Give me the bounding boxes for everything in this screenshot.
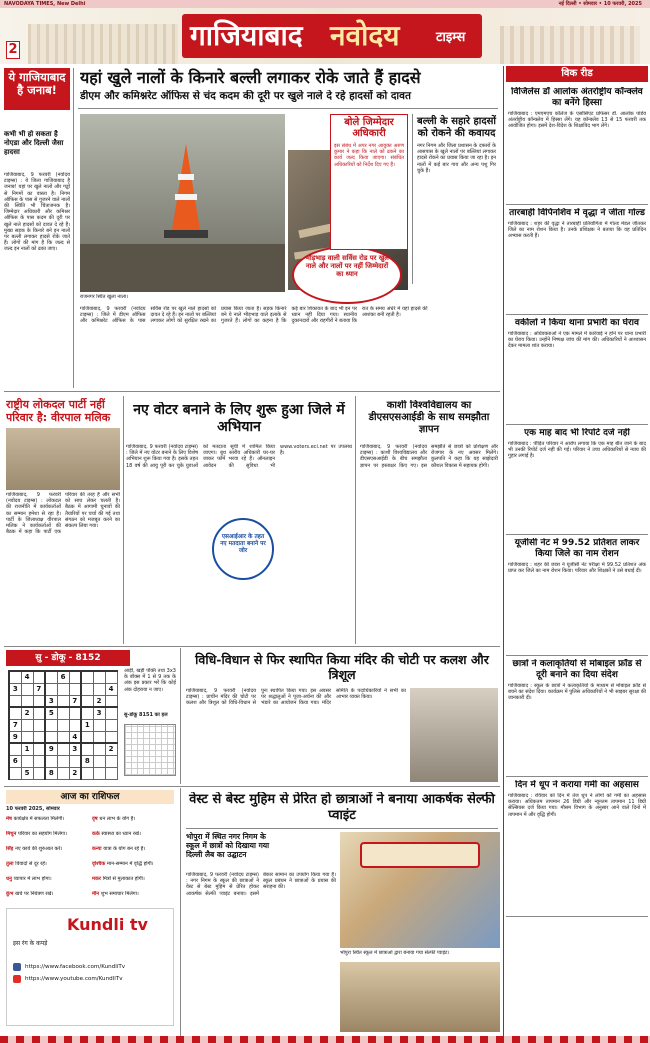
horoscope-sign xyxy=(92,861,174,875)
sudoku-cell xyxy=(93,719,105,731)
right-story xyxy=(506,315,648,425)
kashi-body: गाजियाबाद, 9 फरवरी (नवोदय टाइम्स) : काशी विश्वविद्यालय और डीएसएसआईडी के बीच समझौता ज्ञापन पर हस्ताक्षर किए गए। इस समझौते से छात्रों को प्रशिक्षण और रोजगार के नए अवसर मिलेंगे। कुलपति ने कहा कि यह साझेदारी कौशल विकास में सहायक होगी। xyxy=(360,444,498,469)
sudoku-cell xyxy=(81,743,93,755)
right-stories xyxy=(506,84,648,1038)
voter-body: गाजियाबाद, 9 फरवरी (नवोदय टाइम्स) : जिले में नए वोटर बनाने के लिए विशेष अभियान शुरू किया गया है। इसके तहत 18 वर्ष की आयु पूरी कर चुके युवाओं को मतदाता सूची में शामिल किया जाएगा। बूथ स्तरीय अधिकारी घर-घर जाकर फॉर्म भरवा रहे हैं। ऑनलाइन आवेदन की सुविधा भी www.voters.eci.net पर उपलब्ध है। xyxy=(126,444,352,469)
sudoku-cell: 7 xyxy=(69,695,81,707)
horoscope-sign xyxy=(92,891,174,905)
sudoku-cell xyxy=(33,755,45,767)
horoscope-sign-text: खर्च पर नियंत्रण रखें। xyxy=(15,891,54,897)
sudoku-cell xyxy=(57,683,69,695)
lead-callout-text: भीड़भाड़ वाली सर्विस रोड पर खुले नाले और नालों पर नहीं जिम्मेदारों का ध्यान xyxy=(305,254,389,278)
kundli-ad-text: इस रंग के कपड़े xyxy=(13,940,48,947)
sudoku-cell xyxy=(9,767,21,779)
horoscope-sign-text: मान-सम्मान में वृद्धि होगी। xyxy=(106,861,154,867)
sudoku-cell xyxy=(57,743,69,755)
tag-box xyxy=(4,68,70,110)
rld-headline: राष्ट्रीय लोकदल पार्टी नहीं परिवार है: वीरपाल मलिक xyxy=(6,398,111,424)
selfie-photo-caption: भोपुरा स्थित स्कूल में छात्राओं द्वारा बनाया गया सेल्फी प्वाइंट। xyxy=(340,950,450,956)
right-story xyxy=(506,425,648,535)
sudoku-cell xyxy=(33,671,45,683)
sudoku-cell xyxy=(69,707,81,719)
horoscope-sign-name: मेष xyxy=(6,816,14,822)
sudoku-cell xyxy=(69,683,81,695)
sudoku-cell: 6 xyxy=(57,671,69,683)
sudoku-cell: 1 xyxy=(81,719,93,731)
sudoku-cell xyxy=(81,767,93,779)
horoscope-sign xyxy=(92,816,174,830)
sudoku-cell: 2 xyxy=(69,767,81,779)
sudoku-cell: 3 xyxy=(45,695,57,707)
traffic-cone-icon xyxy=(172,144,200,230)
horoscope-sign-text: यात्रा के योग बन रहे हैं। xyxy=(103,846,146,852)
sudoku-cell xyxy=(21,683,33,695)
sudoku-cell xyxy=(69,671,81,683)
sudoku-cell: 8 xyxy=(45,767,57,779)
horoscope-signs xyxy=(6,816,174,906)
sudoku-cell xyxy=(81,683,93,695)
sudoku-rules: आड़ी, खड़ी पंक्ति तथा 3x3 के बॉक्स में 1 से 9 तक के अंक इस प्रकार भरें कि कोई अंक दोहराया न जाए। xyxy=(124,668,176,693)
lead-body: गाजियाबाद, 9 फरवरी (नवोदय टाइम्स) : जिले में डीएम ऑफिस और कमिश्नरेट ऑफिस के पास सर्विस रोड पर खुले नाले हादसों को दावत दे रहे हैं। इन नालों पर बल्लियां लगाकर लोगों को सुरक्षित रखने का प्रयास किया जाता है। सड़क किनारे बने ये नाले भीड़भाड़ वाले इलाके से गुजरते हैं। लोगों का कहना है कि कई बार शिकायत के बाद भी इन पर ध्यान नहीं दिया गया। स्थानीय दुकानदारों और राहगीरों ने बताया कि रात के समय अंधेरे में यहां हादसे की आशंका बनी रहती है। xyxy=(80,306,428,325)
right-story xyxy=(506,84,648,205)
horoscope-sign-name: धनु xyxy=(6,876,14,882)
horoscope-sign-name: कर्क xyxy=(92,831,102,837)
horoscope-sign-text: व्यापार में लाभ होगा। xyxy=(13,876,52,882)
sudoku-cell xyxy=(33,731,45,743)
sudoku-cell: 4 xyxy=(105,683,117,695)
sudoku-cell: 3 xyxy=(93,707,105,719)
right-story xyxy=(506,777,648,917)
sudoku-cell xyxy=(105,755,117,767)
sudoku-cell xyxy=(45,683,57,695)
strip-left-text: NAVODAYA TIMES, New Delhi xyxy=(4,1,86,7)
right-story-body: गाजियाबाद : स्कूल के छात्रों ने कलाकृतियों के माध्यम से मोबाइल फ्रॉड से बचने का संदेश दिया। कार्यक्रम में पुलिस अधिकारियों ने भी साइबर सुरक्षा की जानकारी दी। xyxy=(508,683,646,702)
sudoku-cell xyxy=(81,695,93,707)
youtube-icon xyxy=(13,975,21,983)
right-story-body: गाजियाबाद : शहर की वृद्धा ने तारबाही प्रतियोगिता में गोल्ड मेडल जीतकर जिले का नाम रोशन किया है। उनके प्रशिक्षक ने बताया कि वह प्रतिदिन अभ्यास करती हैं। xyxy=(508,221,646,240)
selfie-photo-2 xyxy=(340,962,500,1032)
horoscope-title: आज का राशिफल xyxy=(60,792,120,802)
kundli-brand: Kundli tv xyxy=(67,915,148,934)
right-story-body: गाजियाबाद : रविवार को दिन में तेज धूप ने लोगों को गर्मी का अहसास कराया। अधिकतम तापमान 26 डिग्री और न्यूनतम तापमान 11 डिग्री सेल्सियस दर्ज किया गया। मौसम विभाग के अनुसार आने वाले दिनों में तापमान में और वृद्धि होगी। xyxy=(508,793,646,818)
horoscope-sign xyxy=(92,831,174,845)
horoscope-sign xyxy=(6,816,88,830)
sudoku-cell: 4 xyxy=(69,731,81,743)
side-box xyxy=(412,114,500,284)
right-story-body: गाजियाबाद : शहर की छात्रा ने यूजीसी नेट परीक्षा में 99.52 प्रतिशत अंक प्राप्त कर जिले का नाम रोशन किया। परिवार और शिक्षकों ने उसे बधाई दी। xyxy=(508,562,646,575)
quote-body: इस संबंध में अपर नगर आयुक्त अरुण कुमार ने कहा कि नाले को ढकने का कार्य जल्द किया जाएगा। संबंधित अधिकारियों को निर्देश दिए गए हैं। xyxy=(334,143,404,168)
horoscope-sign-name: मिथुन xyxy=(6,831,18,837)
sudoku-cell xyxy=(105,695,117,707)
facebook-icon xyxy=(13,963,21,971)
sudoku-cell xyxy=(57,731,69,743)
sudoku-cell: 2 xyxy=(93,695,105,707)
selfie-headline: वेस्ट से बेस्ट मुहिम से प्रेरित हो छात्राओं ने बनाया आकर्षक सेल्फी प्वाइंट xyxy=(189,792,495,823)
sudoku-cell xyxy=(45,755,57,767)
masthead-title-sub: नवोदय xyxy=(330,19,400,52)
horoscope-sign-text: शुभ समाचार मिलेगा। xyxy=(100,891,139,897)
horoscope-sign-name: कन्या xyxy=(92,846,104,852)
sudoku-cell: 1 xyxy=(21,743,33,755)
right-section-title: विक रीड xyxy=(561,68,593,79)
sudoku-cell xyxy=(9,707,21,719)
rld-body: गाजियाबाद, 9 फरवरी (नवोदय टाइम्स) : लोकदल की राजनीति में कार्यकर्ताओं का सम्मान हमेशा से रहा है। पार्टी के जिलाध्यक्ष वीरपाल मलिक ने कार्यकर्ताओं की बैठक में कहा कि पार्टी एक परिवार की तरह है और सभी को साथ लेकर चलती है। बैठक में आगामी चुनावों की तैयारियों पर चर्चा की गई तथा संगठन को मजबूत करने का संकल्प लिया गया। xyxy=(6,492,120,536)
right-story-headline: विजिलेंस डॉ आलोक अंतर्राष्ट्रीय कॉन्क्लेव का बनेंगे हिस्सा xyxy=(511,87,643,108)
masthead-building xyxy=(28,24,178,64)
vidhi-body: गाजियाबाद, 9 फरवरी (नवोदय टाइम्स) : प्राचीन मंदिर की चोटी पर कलश और त्रिशूल को विधि-विधान से पुनः स्थापित किया गया। इस अवसर पर श्रद्धालुओं ने पूजा-अर्चना की और भंडारे का आयोजन किया गया। मंदिर समिति के पदाधिकारियों ने सभी का आभार व्यक्त किया। xyxy=(186,688,406,707)
sudoku-cell xyxy=(69,755,81,767)
side-box-body: नगर निगम और जिला प्रशासन के दफ्तरों के आसपास के खुले नालों पर बल्लियां लगाकर हादसे रोकने का प्रयास किया जा रहा है। इन नालों में कई बार गाय और अन्य पशु गिर चुके हैं। xyxy=(417,143,496,174)
sudoku-cell xyxy=(57,755,69,767)
sudoku-cell xyxy=(9,671,21,683)
right-story-headline: दिन में धूप ने कराया गर्मी का अहसास xyxy=(515,780,639,790)
horoscope-sign xyxy=(92,846,174,860)
kashi-headline: काशी विश्वविद्यालय का डीएसएसआईडी के साथ समझौता ज्ञापन xyxy=(368,400,490,435)
sudoku-cell xyxy=(105,707,117,719)
sudoku-cell xyxy=(93,683,105,695)
sudoku-cell xyxy=(105,719,117,731)
kundli-promo xyxy=(6,908,174,1026)
masthead-building-right xyxy=(500,26,640,64)
sudoku-cell xyxy=(105,731,117,743)
sudoku-cell xyxy=(105,767,117,779)
sudoku-cell: 3 xyxy=(69,743,81,755)
sudoku-cell xyxy=(93,767,105,779)
social-yt: https://www.youtube.com/KundliTv xyxy=(25,976,123,982)
social-fb: https://www.facebook.com/KundliTv xyxy=(25,964,126,970)
lead-subhead: डीएम और कमिश्नरेट ऑफिस से चंद कदम की दूरी पर खुले नाले दे रहे हादसों को दावत xyxy=(80,90,411,102)
horoscope-title-bar xyxy=(6,790,174,804)
sudoku-cell xyxy=(81,731,93,743)
horoscope-sign xyxy=(6,831,88,845)
sudoku-cell xyxy=(105,671,117,683)
sudoku-cell xyxy=(45,671,57,683)
lead-photo-cone xyxy=(80,114,285,292)
sudoku-cell xyxy=(9,743,21,755)
selfie-bullet: भोपुरा में स्थित नगर निगम के स्कूल में छात्रों को दिखाया गया दिल्ली लैब का उद्घाटन xyxy=(186,832,270,859)
right-story xyxy=(506,535,648,656)
masthead-title-times: टाइम्स xyxy=(436,30,466,45)
page-number: 2 xyxy=(6,41,20,59)
right-story-body: गाजियाबाद : एमएमएच कॉलेज के एसोसिएट प्रोफेसर डॉ. आलोक पांडेय अंतर्राष्ट्रीय कॉन्क्लेव में हिस्सा लेंगे। यह कॉन्क्लेव 13 से 15 फरवरी तक आयोजित होगा। इसमें देश-विदेश के शिक्षाविद भाग लेंगे। xyxy=(508,111,646,130)
horoscope-sign-name: वृष xyxy=(92,816,100,822)
masthead-title-main: गाजियाबाद xyxy=(190,19,303,52)
lead-callout xyxy=(292,246,402,304)
sudoku-cell: 2 xyxy=(105,743,117,755)
masthead xyxy=(0,8,650,64)
horoscope-sign-name: मकर xyxy=(92,876,103,882)
sudoku-cell: 9 xyxy=(45,743,57,755)
right-story-headline: तारबाही विपिनशिव में वृद्धा ने जीता गोल्ड xyxy=(509,208,645,218)
sudoku-cell xyxy=(21,719,33,731)
right-story-headline: छात्रों ने कलाकृतियों से मोबाइल फ्रॉड से दूरी बनाने का दिया संदेश xyxy=(512,659,642,680)
sudoku-cell xyxy=(93,671,105,683)
horoscope-sign xyxy=(6,861,88,875)
horoscope-sign-name: कुंभ xyxy=(6,891,16,897)
horoscope-sign-text: स्वास्थ्य का ध्यान रखें। xyxy=(101,831,141,837)
sudoku-cell xyxy=(21,755,33,767)
tag-title: ये गाजियाबाद है जनाब! xyxy=(8,70,66,97)
sudoku-cell xyxy=(69,719,81,731)
horoscope-sign xyxy=(6,876,88,890)
sudoku-title: सु - डोकू - 8152 xyxy=(35,653,101,663)
sudoku-title-bar xyxy=(6,650,130,666)
side-box-title: बल्ली के सहारे हादसों को रोकने की कवायद xyxy=(416,116,497,139)
horoscope-sign xyxy=(92,876,174,890)
sudoku-cell xyxy=(33,695,45,707)
lead-headline: यहां खुले नालों के किनारे बल्ली लगाकर रोके जाते हैं हादसे xyxy=(80,68,421,87)
sudoku-cell: 5 xyxy=(21,767,33,779)
vidhi-headline: विधि-विधान से फिर स्थापित किया मंदिर की चोटी पर कलश और त्रिशूल xyxy=(195,652,489,682)
voter-callout-text: एसआईआर के तहत नए मतदाता बनाने पर जोर xyxy=(220,534,266,554)
quote-box xyxy=(330,114,408,250)
sudoku-cell xyxy=(33,743,45,755)
right-story xyxy=(506,205,648,315)
tag-body: गाजियाबाद, 9 फरवरी (नवोदय टाइम्स) : ये जिला गाजियाबाद है जनाब! यहां पर खुले नालों और गड्ढों से निगमों का वास्ता है। निगम ऑफिस के पास से गुजरने वाले नालों की स्थिति भी चिंताजनक है। जिम्मेदार अधिकारी और कमिश्नर ऑफिस के पास कदम की दूरी पर खुले नाले हादसों को दावत दे रहे हैं। मुख्य सड़क के किनारे बने इन नालों पर बल्ली लगाकर हादसे रोके जाते हैं। लोगों की मांग है कि जल्द से जल्द इन नालों को ढका जाए। xyxy=(4,172,70,253)
horoscope-sign-text: कार्यक्षेत्र में सफलता मिलेगी। xyxy=(13,816,65,822)
sudoku-cell: 9 xyxy=(9,731,21,743)
horoscope-date: 10 फरवरी 2025, सोमवार xyxy=(6,806,60,812)
sudoku-cell xyxy=(21,695,33,707)
horoscope-sign-name: सिंह xyxy=(6,846,16,852)
sudoku-cell xyxy=(45,719,57,731)
horoscope-sign-name: वृश्चिक xyxy=(92,861,107,867)
horoscope-sign-text: मित्रों से मुलाकात होगी। xyxy=(102,876,145,882)
sudoku-cell: 6 xyxy=(9,755,21,767)
sudoku-cell: 7 xyxy=(33,683,45,695)
horoscope-sign-name: तुला xyxy=(6,861,16,867)
sudoku-cell xyxy=(57,767,69,779)
horoscope-sign-text: विवादों से दूर रहें। xyxy=(15,861,47,867)
sudoku-cell xyxy=(57,707,69,719)
right-story-body: गाजियाबाद : अधिवक्ताओं ने एक मामले में कार्रवाई न होने पर थाना प्रभारी का घेराव किया। उन्होंने निष्पक्ष जांच की मांग की। अधिकारियों ने आश्वासन देकर मामला शांत कराया। xyxy=(508,331,646,350)
sudoku-grid xyxy=(8,670,118,780)
vidhi-photo xyxy=(410,688,498,782)
sudoku-cell xyxy=(93,743,105,755)
sudoku-prev-label: सु-डोकू 8151 का हल xyxy=(124,712,168,718)
bottom-strip xyxy=(0,1036,650,1043)
rld-photo xyxy=(6,428,120,490)
top-strip xyxy=(0,0,650,8)
sudoku-cell: 3 xyxy=(9,683,21,695)
sudoku-cell xyxy=(57,695,69,707)
sudoku-cell: 5 xyxy=(45,707,57,719)
sudoku-cell xyxy=(93,755,105,767)
sudoku-prev-grid xyxy=(124,724,176,776)
sudoku-cell: 8 xyxy=(81,755,93,767)
selfie-body: गाजियाबाद, 9 फरवरी (नवोदय टाइम्स) : नगर निगम के स्कूल की छात्राओं ने वेस्ट से बेस्ट मुहिम से प्रेरित होकर आकर्षक सेल्फी प्वाइंट बनाया। इसमें बेकार सामान का उपयोग किया गया है। स्कूल प्रबंधन ने छात्राओं के प्रयास की सराहना की। xyxy=(186,872,336,897)
sudoku-cell xyxy=(81,671,93,683)
right-story-headline: वकीलों ने किया थाना प्रभारी का घेराव xyxy=(514,318,640,328)
horoscope-sign-text: परिवार का सहयोग मिलेगा। xyxy=(18,831,67,837)
horoscope-sign-text: धन लाभ के योग हैं। xyxy=(99,816,136,822)
sudoku-cell: 4 xyxy=(21,671,33,683)
sudoku-cell: 2 xyxy=(21,707,33,719)
horoscope-sign-text: नए कार्य की शुरुआत करें। xyxy=(15,846,63,852)
sudoku-cell: 7 xyxy=(9,719,21,731)
quote-title: बोले जिम्मेदार अधिकारी xyxy=(344,117,394,139)
strip-right-text: नई दिल्ली • सोमवार • 10 फरवरी, 2025 xyxy=(558,1,642,7)
sudoku-cell xyxy=(33,719,45,731)
voter-callout xyxy=(212,518,274,580)
right-story-headline: यूजीसी नेट में 99.52 प्रतिशत लाकर किया जिले का नाम रोशन xyxy=(514,538,640,559)
sudoku-cell xyxy=(21,731,33,743)
sudoku-cell xyxy=(57,719,69,731)
right-story-headline: एक माह बाद भी रिपोर्ट दर्ज नहीं xyxy=(524,428,630,438)
lead-photo-caption: राजनगर स्थित खुला नाला। xyxy=(80,294,129,300)
sudoku-cell xyxy=(33,767,45,779)
sudoku-cell xyxy=(9,695,21,707)
horoscope-sign-name: मीन xyxy=(92,891,101,897)
horoscope-sign xyxy=(6,891,88,905)
sudoku-cell xyxy=(45,731,57,743)
selfie-photo xyxy=(340,832,500,948)
sudoku-cell xyxy=(93,731,105,743)
right-section-bar xyxy=(506,66,648,82)
horoscope-sign xyxy=(6,846,88,860)
sudoku-cell xyxy=(81,707,93,719)
voter-headline: नए वोटर बनाने के लिए शुरू हुआ जिले में अभियान xyxy=(133,402,345,435)
sudoku-cell xyxy=(33,707,45,719)
right-story-body: गाजियाबाद : पीड़ित परिवार ने आरोप लगाया कि एक माह बीत जाने के बाद भी उनकी रिपोर्ट दर्ज नहीं की गई। परिवार ने उच्च अधिकारियों से न्याय की गुहार लगाई है। xyxy=(508,441,646,460)
tag-item: कभी भी हो सकता है नोएडा और दिल्ली जैसा हादसा xyxy=(4,130,64,156)
right-story xyxy=(506,656,648,777)
